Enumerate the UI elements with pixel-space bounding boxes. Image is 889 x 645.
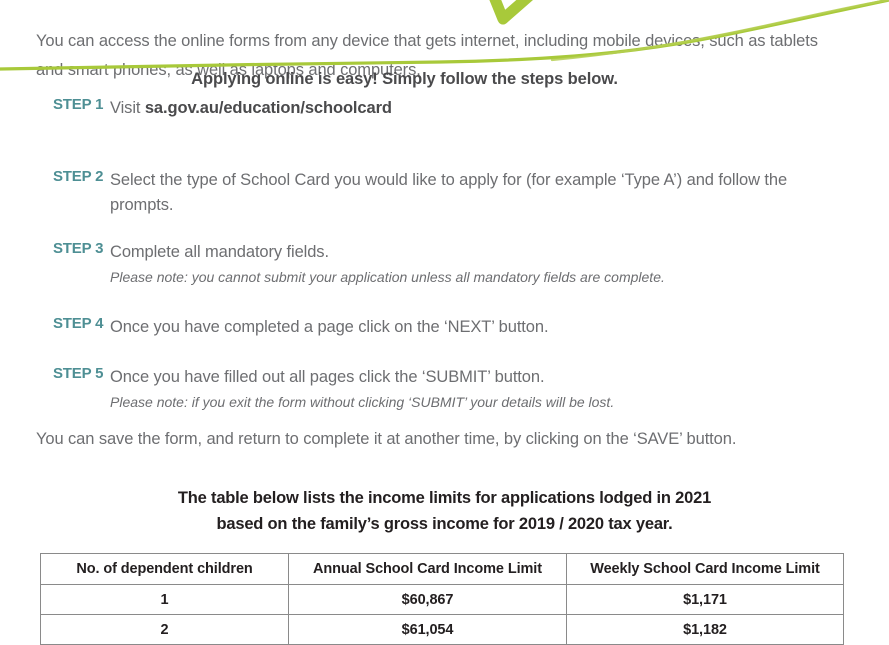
step-text-1: Visit [110, 99, 145, 117]
step-link-1[interactable]: sa.gov.au/education/schoolcard [144, 99, 392, 117]
green-check-mark [484, 0, 552, 19]
step-label-1: STEP 1 [53, 96, 104, 113]
step-row-1 [0, 96, 889, 121]
step-row-4 [0, 315, 889, 340]
column-header-annual-limit: Annual School Card Income Limit [289, 554, 567, 585]
steps-list [0, 96, 889, 414]
cell-dependents-1: 1 [41, 585, 289, 615]
step-row-5 [0, 365, 889, 414]
step-label-5: STEP 5 [53, 365, 104, 382]
step-body-2: Select the type of School Card you would like to apply for (for example ‘Type A’) and follow the prompts. [110, 171, 788, 214]
table-heading-line-1: The table below lists the income limits for applications lodged in 2021 [177, 489, 712, 507]
step-row-2 [0, 168, 889, 218]
spacer-2 [0, 218, 889, 240]
spacer-3 [0, 289, 889, 315]
table-row [41, 615, 844, 645]
step-label-4: STEP 4 [53, 315, 104, 332]
cell-annual-2: $61,054 [289, 615, 567, 645]
step-note-5: Please note: if you exit the form without clicking ‘SUBMIT’ your details will be lost. [110, 394, 615, 410]
table-row [41, 585, 844, 615]
step-label-3: STEP 3 [53, 240, 104, 257]
income-limits-table [40, 553, 844, 645]
table-intro-heading [0, 485, 889, 537]
step-label-2: STEP 2 [53, 168, 104, 185]
save-form-paragraph: You can save the form, and return to complete it at another time, by clicking on the ‘SAVE’ button. [36, 429, 737, 448]
cell-weekly-2: $1,182 [567, 615, 844, 645]
column-header-dependents: No. of dependent children [41, 554, 289, 585]
step-body-4: Once you have completed a page click on the ‘NEXT’ button. [110, 318, 549, 336]
intro-paragraph: You can access the online forms from any device that gets internet, including mobile devices, such as tablets and smart phones, as well as laptops and computers. [36, 31, 818, 79]
cell-weekly-1: $1,171 [567, 585, 844, 615]
spacer-4 [0, 340, 889, 365]
spacer-1 [0, 121, 889, 168]
apply-online-heading: Applying online is easy! Simply follow the steps below. [191, 70, 618, 88]
column-header-weekly-limit: Weekly School Card Income Limit [567, 554, 844, 585]
step-body-5 [110, 365, 889, 414]
step-row-3 [0, 240, 889, 289]
step-body-1 [110, 96, 889, 121]
table-header-row [41, 554, 844, 585]
cell-annual-1: $60,867 [289, 585, 567, 615]
table-heading-line-2: based on the family’s gross income for 2019 / 2020 tax year. [216, 515, 673, 533]
step-note-3: Please note: you cannot submit your application unless all mandatory fields are complete. [110, 269, 665, 285]
cell-dependents-2: 2 [41, 615, 289, 645]
step-body-3 [110, 240, 889, 289]
step-text-5: Once you have filled out all pages click the ‘SUBMIT’ button. [110, 368, 545, 386]
step-text-3: Complete all mandatory fields. [110, 243, 329, 261]
